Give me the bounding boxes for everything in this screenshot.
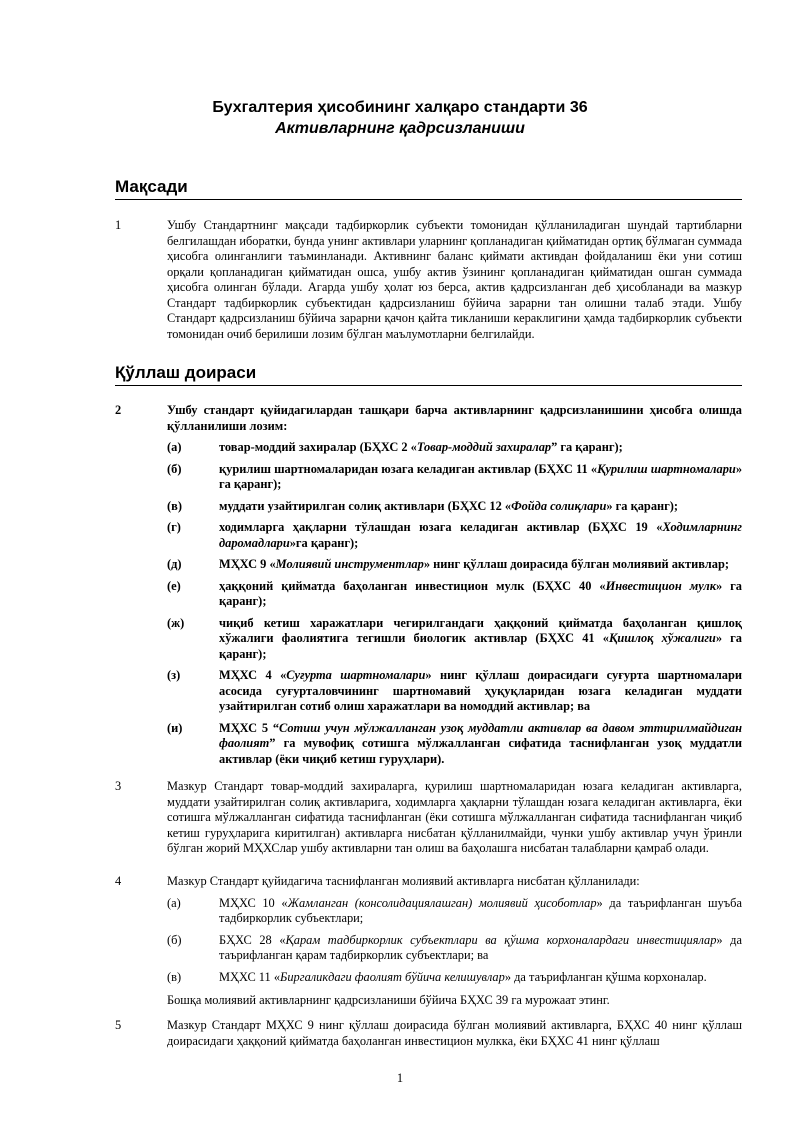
cited-standard-title: Молиявий инструментлар xyxy=(275,557,424,571)
standard-subtitle: Активларнинг қадрсизланиши xyxy=(275,120,525,137)
list-item-label: (е) xyxy=(167,578,181,593)
list-item-text-lead: ҳаққоний қийматда баҳоланган инвестицион мулк (БҲХС 40 « xyxy=(219,578,606,593)
list-item-text xyxy=(219,462,742,493)
list-item xyxy=(167,462,742,493)
list-item xyxy=(167,520,742,551)
list-item-label: (в) xyxy=(167,969,182,984)
cited-standard-title: Суғурта шартномалари xyxy=(286,668,426,682)
list-item-label: (а) xyxy=(167,440,182,454)
cited-standard-title: Қишлоқ хўжалиги xyxy=(608,631,716,645)
list-item-text-trail: » га қаранг); xyxy=(606,498,679,513)
list-item-text xyxy=(219,520,742,551)
list-item xyxy=(167,668,742,715)
list-item-text-lead: МҲХС 9 « xyxy=(219,557,276,571)
list-item-text xyxy=(219,616,742,663)
list-item-text xyxy=(219,933,742,964)
list-item-text-trail: » нинг қўллаш доирасидаги суғурта шартномалари асосида суғурталовчининг шартномавий ҳуқуқларидан юзага келадиган муддати узайтирилган сотиб олиш харажатлари ва номоддий активлар; ва xyxy=(219,668,742,713)
paragraph-text: Мазкур Стандарт товар-моддий захираларга, қурилиш шартномаларидан юзага келадиган активларга, муддати узайтирилган солиқ активларига, ходимларга ҳақларни тўлашдан юзага келадиган активларга, ёки сотишга мўлжалланган сифатида таснифланган (ёки сотишга мўлжалланган сифатида таснифланган чиқиб кетиш гуруҳларига киритилган) активларга нисбатан қўлланилмайди, чунки ушбу активлар учун ўринли бўлган жорий МҲХСлар ушбу активларни тан олиш ва баҳолашга нисбатан талабларни қамраб олади. xyxy=(167,779,742,855)
list-item-text-lead: қурилиш шартномаларидан юзага келадиган активлар (БҲХС 11 « xyxy=(219,461,598,476)
cited-standard-title: Жамланган (консолидациялашган) молиявий ҳисоботлар xyxy=(287,895,597,910)
paragraph-number: 1 xyxy=(115,218,122,232)
list-item-label: (б) xyxy=(167,932,182,947)
paragraph-1 xyxy=(115,218,742,342)
list-item xyxy=(167,970,742,986)
list-item-text xyxy=(219,668,742,715)
paragraph-2 xyxy=(115,403,742,767)
list-item-label: (в) xyxy=(167,498,182,513)
paragraph-tail: Бошқа молиявий активларнинг қадрсизланиши бўйича БҲХС 39 га мурожаат этинг. xyxy=(167,993,610,1007)
list-item-text-trail: ” га мувофиқ сотишга мўлжалланган сифатида таснифланган узоқ муддатли активлар (ёки чиқиб кетиш гуруҳлари). xyxy=(219,736,742,766)
paragraph-text: Ушбу Стандартнинг мақсади тадбиркорлик субъекти томонидан қўлланиладиган шундай тартибларни белгилашдан иборатки, бунда унинг активлари уларнинг қопланадиган қийматидан ортиқ бўлмаган суммада ҳисобга олинганлиги таъминланади. Активнинг баланс қиймати активдан фойдаланиш ёки уни сотиш орқали қопланадиган қийматидан ошса, ушбу актив ўзининг қопланадиган қийматидан ошган суммада ҳисобга олинган бўлади. Агарда ушбу ҳолат юз берса, актив қадрсизланган деб ҳисобланади ва мазкур Стандарт тадбиркорлик субъектидан қадрсизланиш бўйича зарарни тан олишни талаб этади. Ушбу Стандарт қадрсизланиш бўйича зарарни қачон қайта тикланиши кераклигини ҳамда тадбиркорлик субъекти томонидан очиб берилиши лозим бўлган маълумотларни белгилайди. xyxy=(167,218,742,341)
standard-title: Бухгалтерия ҳисобининг халқаро стандарти 36 xyxy=(212,99,588,116)
list-item-text xyxy=(219,721,742,768)
list-item-text-lead: МҲХС 5 “ xyxy=(219,720,280,735)
paragraph-number: 5 xyxy=(115,1018,122,1032)
list-item-label: (д) xyxy=(167,557,182,571)
cited-standard-title: Қарам тадбиркорлик субъектлари ва қўшма корхоналардаги инвестициялар xyxy=(285,932,717,947)
cited-standard-title: Қурилиш шартномалари xyxy=(597,461,736,476)
list-item-text-trail: ” га қаранг); xyxy=(551,440,623,454)
cited-standard-title: Фойда солиқлари xyxy=(511,498,607,513)
list-item-text-trail: »га қаранг); xyxy=(289,535,359,550)
financial-assets-list xyxy=(115,896,742,986)
paragraph-text: Мазкур Стандарт қуйидагича таснифланган молиявий активларга нисбатан қўлланилади: xyxy=(167,874,640,888)
list-item-text-trail: » га қаранг); xyxy=(219,461,743,491)
list-item-text-trail: » га қаранг); xyxy=(219,578,743,608)
list-item-text-lead: МҲХС 11 « xyxy=(219,969,281,984)
list-item-text-trail: » га қаранг); xyxy=(219,631,742,661)
list-item-label: (ж) xyxy=(167,615,185,630)
list-item xyxy=(167,499,742,515)
list-item-text-trail: » да таърифланган шуъба тадбиркорлик субъектлари; xyxy=(219,895,742,925)
paragraph-text: Мазкур Стандарт МҲХС 9 нинг қўллаш доирасида бўлган молиявий активларга, БҲХС 40 нинг қўллаш доирасидаги ҳаққоний қийматда баҳоланган инвестицион мулкка, ёки БҲХС 41 нинг қўллаш xyxy=(167,1018,742,1048)
list-item xyxy=(167,933,742,964)
list-item xyxy=(167,557,742,573)
paragraph-number: 4 xyxy=(115,874,122,888)
page-number: 1 xyxy=(396,1071,404,1085)
list-item-text xyxy=(219,579,742,610)
cited-standard-title: Ходимларнинг даромадлари xyxy=(219,520,742,550)
list-item-text-lead: муддати узайтирилган солиқ активлари (БҲХС 12 « xyxy=(219,498,512,513)
list-item xyxy=(167,440,742,456)
list-item-label: (г) xyxy=(167,520,181,534)
list-item xyxy=(167,579,742,610)
paragraph-4 xyxy=(115,874,742,1009)
list-item-text-lead: чиқиб кетиш харажатлари чегирилгандаги ҳаққоний қийматда баҳоланган қишлоқ хўжалиги фаолиятига тегишли биологик активлар (БҲХС 41 « xyxy=(219,615,742,645)
paragraph-number: 2 xyxy=(115,403,122,417)
paragraph-text: Ушбу стандарт қуйидагилардан ташқари барча активларнинг қадрсизланишини ҳисобга олишда қўлланилиши лозим: xyxy=(167,403,742,433)
list-item xyxy=(167,721,742,768)
paragraph-5 xyxy=(115,1018,742,1049)
list-item-label: (а) xyxy=(167,895,181,910)
list-item-text-lead: МҲХС 4 « xyxy=(219,668,287,682)
list-item-text-lead: ходимларга ҳақларни тўлашдан юзага келадиган активлар (БҲХС 19 « xyxy=(219,520,663,534)
list-item xyxy=(167,616,742,663)
paragraph-3 xyxy=(115,779,742,857)
list-item-text-trail: » нинг қўллаш доирасида бўлган молиявий активлар; xyxy=(423,557,729,571)
list-item-label: (з) xyxy=(167,668,181,682)
paragraph-number: 3 xyxy=(115,779,122,793)
list-item-text xyxy=(219,557,742,573)
list-item-text xyxy=(219,970,742,986)
cited-standard-title: Сотиш учун мўлжалланган узоқ муддатли активлар ва давом эттирилмайдиган фаолият xyxy=(219,720,742,750)
document-title xyxy=(0,97,800,139)
list-item-text xyxy=(219,499,742,515)
section-heading-objective: Мақсади xyxy=(115,177,742,200)
exclusion-list xyxy=(115,440,742,767)
list-item-text-trail: » да таърифланган қўшма корхоналар. xyxy=(504,969,707,984)
cited-standard-title: Инвестицион мулк xyxy=(605,578,717,593)
list-item-text-trail: » да таърифланган қарам тадбиркорлик субъектлари; ва xyxy=(219,932,742,962)
list-item-label: (и) xyxy=(167,720,183,735)
list-item-text-lead: БҲХС 28 « xyxy=(219,932,286,947)
cited-standard-title: Биргаликдаги фаолият бўйича келишувлар xyxy=(280,969,505,984)
list-item xyxy=(167,896,742,927)
list-item-text-lead: товар-моддий захиралар (БҲХС 2 « xyxy=(219,440,417,454)
list-item-text xyxy=(219,440,742,456)
section-heading-scope: Қўллаш доираси xyxy=(115,363,742,386)
list-item-text xyxy=(219,896,742,927)
cited-standard-title: Товар-моддий захиралар xyxy=(416,440,552,454)
list-item-label: (б) xyxy=(167,461,182,476)
list-item-text-lead: МҲХС 10 « xyxy=(219,895,288,910)
